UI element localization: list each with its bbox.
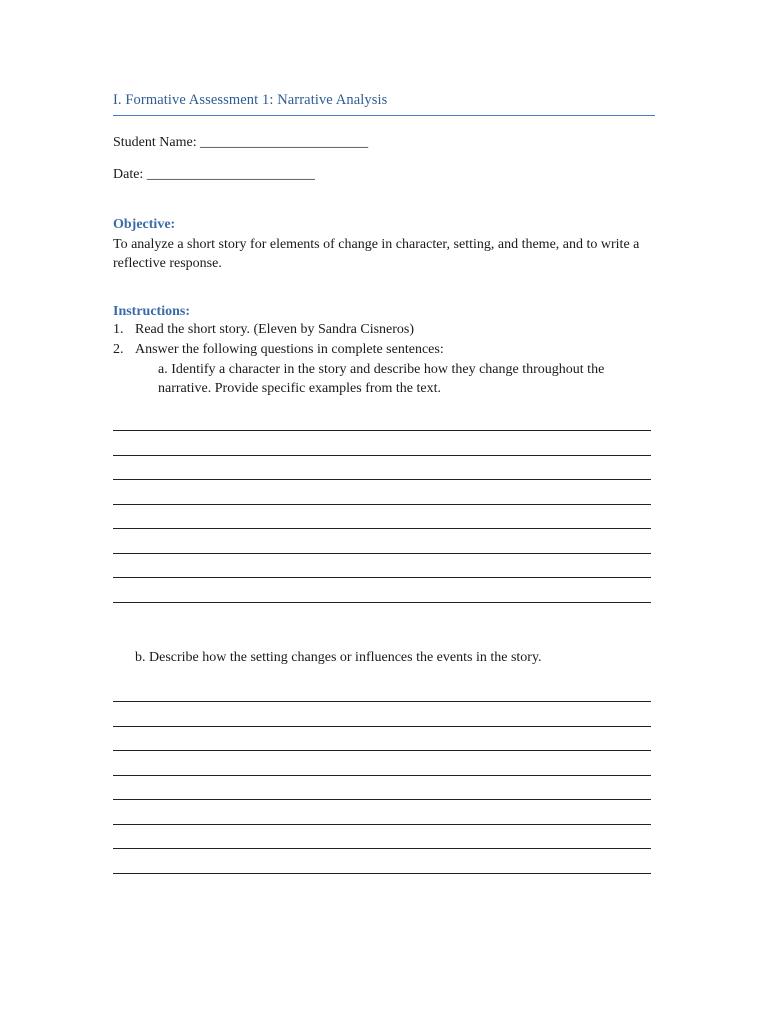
- step-text: Read the short story. (Eleven by Sandra Cisneros): [135, 322, 415, 337]
- step-number: 1.: [113, 322, 124, 337]
- step-text: Answer the following questions in complete sentences:: [135, 342, 444, 357]
- question-a: a. Identify a character in the story and describe how they change throughout the narrative. Provide specific examples from the text.: [158, 362, 605, 396]
- objective-text: To analyze a short story for elements of change in character, setting, and theme, and to write a reflective response.: [113, 237, 640, 271]
- answer-line[interactable]: [113, 430, 651, 431]
- instruction-step: [113, 322, 414, 338]
- answer-line[interactable]: [113, 848, 651, 849]
- answer-line[interactable]: [113, 479, 651, 480]
- question-b: b. Describe how the setting changes or influences the events in the story.: [135, 650, 542, 665]
- answer-line[interactable]: [113, 455, 651, 456]
- student-name-field[interactable]: Student Name: ________________________: [113, 135, 369, 150]
- answer-line[interactable]: [113, 528, 651, 529]
- worksheet-title: I. Formative Assessment 1: Narrative Analysis: [113, 92, 655, 116]
- instruction-step: [113, 342, 444, 358]
- step-number: 2.: [113, 342, 124, 357]
- answer-line[interactable]: [113, 701, 651, 702]
- answer-line[interactable]: [113, 602, 651, 603]
- answer-line[interactable]: [113, 726, 651, 727]
- instructions-heading: Instructions:: [113, 304, 191, 319]
- answer-line[interactable]: [113, 824, 651, 825]
- answer-line[interactable]: [113, 799, 651, 800]
- answer-line[interactable]: [113, 577, 651, 578]
- answer-line[interactable]: [113, 873, 651, 874]
- answer-line[interactable]: [113, 750, 651, 751]
- objective-heading: Objective:: [113, 217, 176, 232]
- answer-line[interactable]: [113, 504, 651, 505]
- answer-line[interactable]: [113, 553, 651, 554]
- worksheet-page: [113, 0, 655, 1024]
- date-field[interactable]: Date: ________________________: [113, 167, 315, 182]
- answer-line[interactable]: [113, 775, 651, 776]
